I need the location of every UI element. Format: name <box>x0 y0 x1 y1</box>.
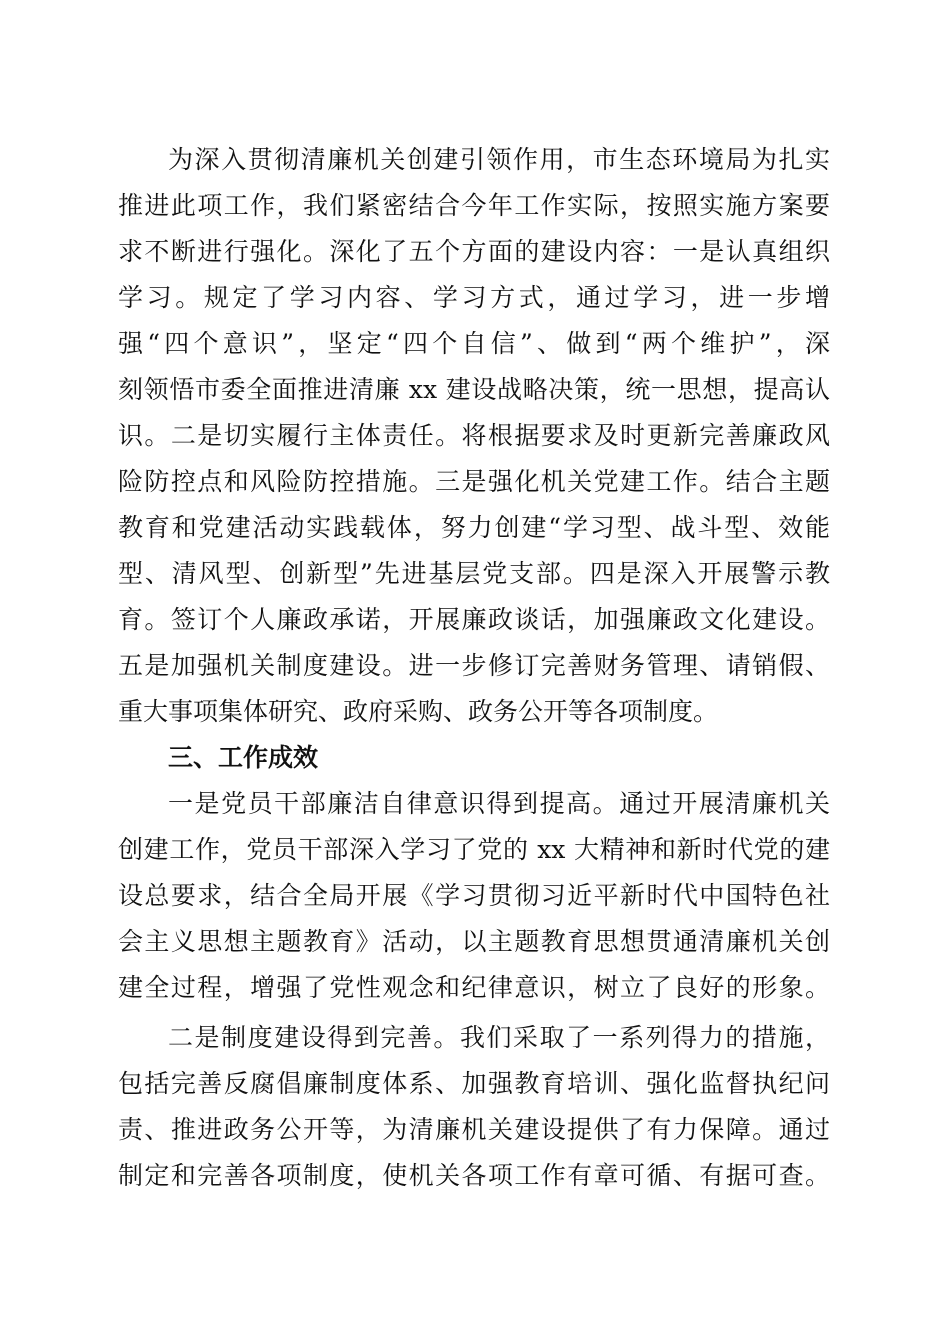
paragraph-3-line-2: 包括完善反腐倡廉制度体系、加强教育培训、强化监督执纪问 <box>118 1069 830 1098</box>
section-heading: 三、工作成效 <box>168 743 319 772</box>
paragraph-2-line-1: 一是党员干部廉洁自律意识得到提高。通过开展清廉机关 <box>168 789 830 818</box>
paragraph-2-line-5: 建全过程，增强了党性观念和纪律意识，树立了良好的形象。 <box>118 973 830 1002</box>
paragraph-1-line-2: 推进此项工作，我们紧密结合今年工作实际，按照实施方案要 <box>118 191 830 220</box>
paragraph-2-line-2: 创建工作，党员干部深入学习了党的 xx 大精神和新时代党的建 <box>118 835 830 864</box>
paragraph-1-line-13: 重大事项集体研究、政府采购、政务公开等各项制度。 <box>118 697 719 726</box>
paragraph-1-line-7: 识。二是切实履行主体责任。将根据要求及时更新完善廉政风 <box>118 421 830 450</box>
paragraph-1-line-10: 型、清风型、创新型”先进基层党支部。四是深入开展警示教 <box>118 559 830 588</box>
paragraph-3-line-4: 制定和完善各项制度，使机关各项工作有章可循、有据可查。 <box>118 1161 830 1190</box>
paragraph-1-line-8: 险防控点和风险防控措施。三是强化机关党建工作。结合主题 <box>118 467 830 496</box>
paragraph-2-line-3: 设总要求，结合全局开展《学习贯彻习近平新时代中国特色社 <box>118 881 830 910</box>
paragraph-2-line-4: 会主义思想主题教育》活动，以主题教育思想贯通清廉机关创 <box>118 927 830 956</box>
paragraph-3-line-1: 二是制度建设得到完善。我们采取了一系列得力的措施， <box>168 1023 830 1052</box>
paragraph-1-line-3: 求不断进行强化。深化了五个方面的建设内容：一是认真组织 <box>118 237 830 266</box>
paragraph-1-line-5: 强“四个意识”，坚定“四个自信”、做到“两个维护”，深 <box>118 329 830 358</box>
paragraph-1-line-4: 学习。规定了学习内容、学习方式，通过学习，进一步增 <box>118 283 830 312</box>
paragraph-1-line-12: 五是加强机关制度建设。进一步修订完善财务管理、请销假、 <box>118 651 830 680</box>
paragraph-1-line-6: 刻领悟市委全面推进清廉 xx 建设战略决策，统一思想，提高认 <box>118 375 830 404</box>
paragraph-1-line-9: 教育和党建活动实践载体，努力创建“学习型、战斗型、效能 <box>118 513 830 542</box>
paragraph-1-line-1: 为深入贯彻清廉机关创建引领作用，市生态环境局为扎实 <box>168 145 830 174</box>
paragraph-1-line-11: 育。签订个人廉政承诺，开展廉政谈话，加强廉政文化建设。 <box>118 605 830 634</box>
paragraph-3-line-3: 责、推进政务公开等，为清廉机关建设提供了有力保障。通过 <box>118 1115 830 1144</box>
